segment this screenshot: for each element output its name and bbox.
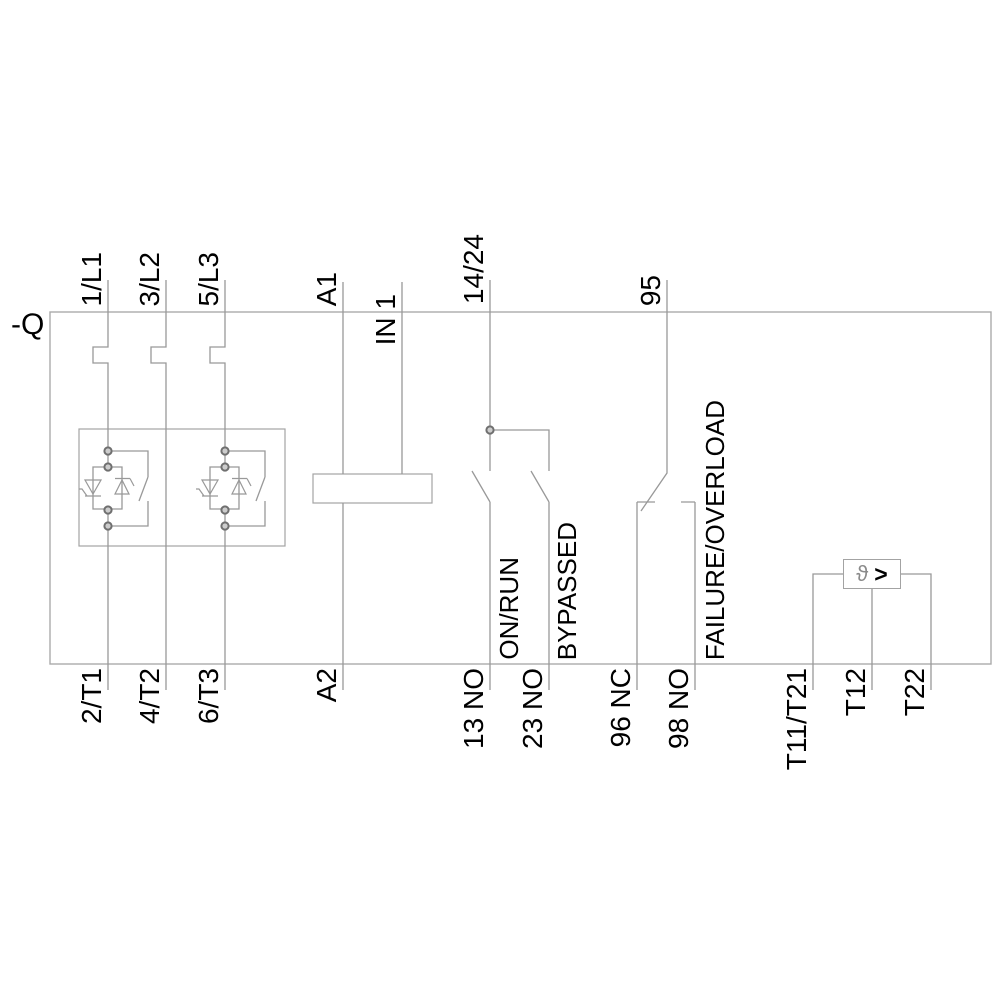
terminal-label-a1: A1	[311, 271, 342, 306]
changeover-blade-95-icon	[641, 280, 667, 511]
wire-l1	[93, 280, 108, 467]
terminal-label-3l2: 3/L2	[134, 251, 165, 306]
wire-l2	[151, 280, 166, 690]
nc-terminal-96-icon	[637, 502, 655, 690]
no-contact-13-icon	[472, 280, 490, 690]
thyristor-pair-2-icon	[196, 479, 251, 497]
terminal-label-t12: T12	[840, 668, 871, 717]
greater-than-icon: >	[874, 560, 888, 587]
terminal-label-98no: 98 NO	[663, 668, 694, 749]
terminal-label-a2: A2	[311, 668, 342, 703]
terminal-label-t11t21: T11/T21	[781, 668, 812, 771]
bypass-contact-2-icon	[225, 451, 265, 526]
terminal-label-13no: 13 NO	[458, 668, 489, 749]
control-unit-box	[313, 474, 432, 503]
terminal-label-96nc: 96 NC	[605, 668, 636, 748]
temperature-sensor-box	[843, 559, 901, 589]
thyristor-pair-1-icon	[79, 479, 134, 497]
terminal-label-14-24: 14/24	[458, 233, 489, 304]
state-label-on-run: ON/RUN	[494, 557, 524, 660]
terminal-label-6t3: 6/T3	[193, 668, 224, 725]
wire-l3	[210, 280, 225, 467]
terminal-dots	[104, 426, 493, 529]
terminal-label-2t1: 2/T1	[76, 668, 107, 725]
terminal-label-4t2: 4/T2	[134, 668, 165, 725]
device-tag: -Q	[11, 308, 45, 341]
bypass-contact-1-icon	[108, 451, 148, 526]
terminal-label-1l1: 1/L1	[76, 251, 107, 306]
state-label-failure-overload: FAILURE/OVERLOAD	[700, 399, 730, 660]
terminal-label-95: 95	[635, 274, 666, 306]
terminal-label-in1: IN 1	[370, 293, 401, 345]
theta-icon: ϑ	[856, 561, 869, 586]
terminal-label-23no: 23 NO	[517, 668, 548, 749]
state-label-bypassed: BYPASSED	[552, 521, 582, 660]
terminal-label-5l3: 5/L3	[193, 251, 224, 306]
terminal-label-t22: T22	[899, 668, 930, 717]
no-terminal-98-icon	[681, 502, 695, 690]
